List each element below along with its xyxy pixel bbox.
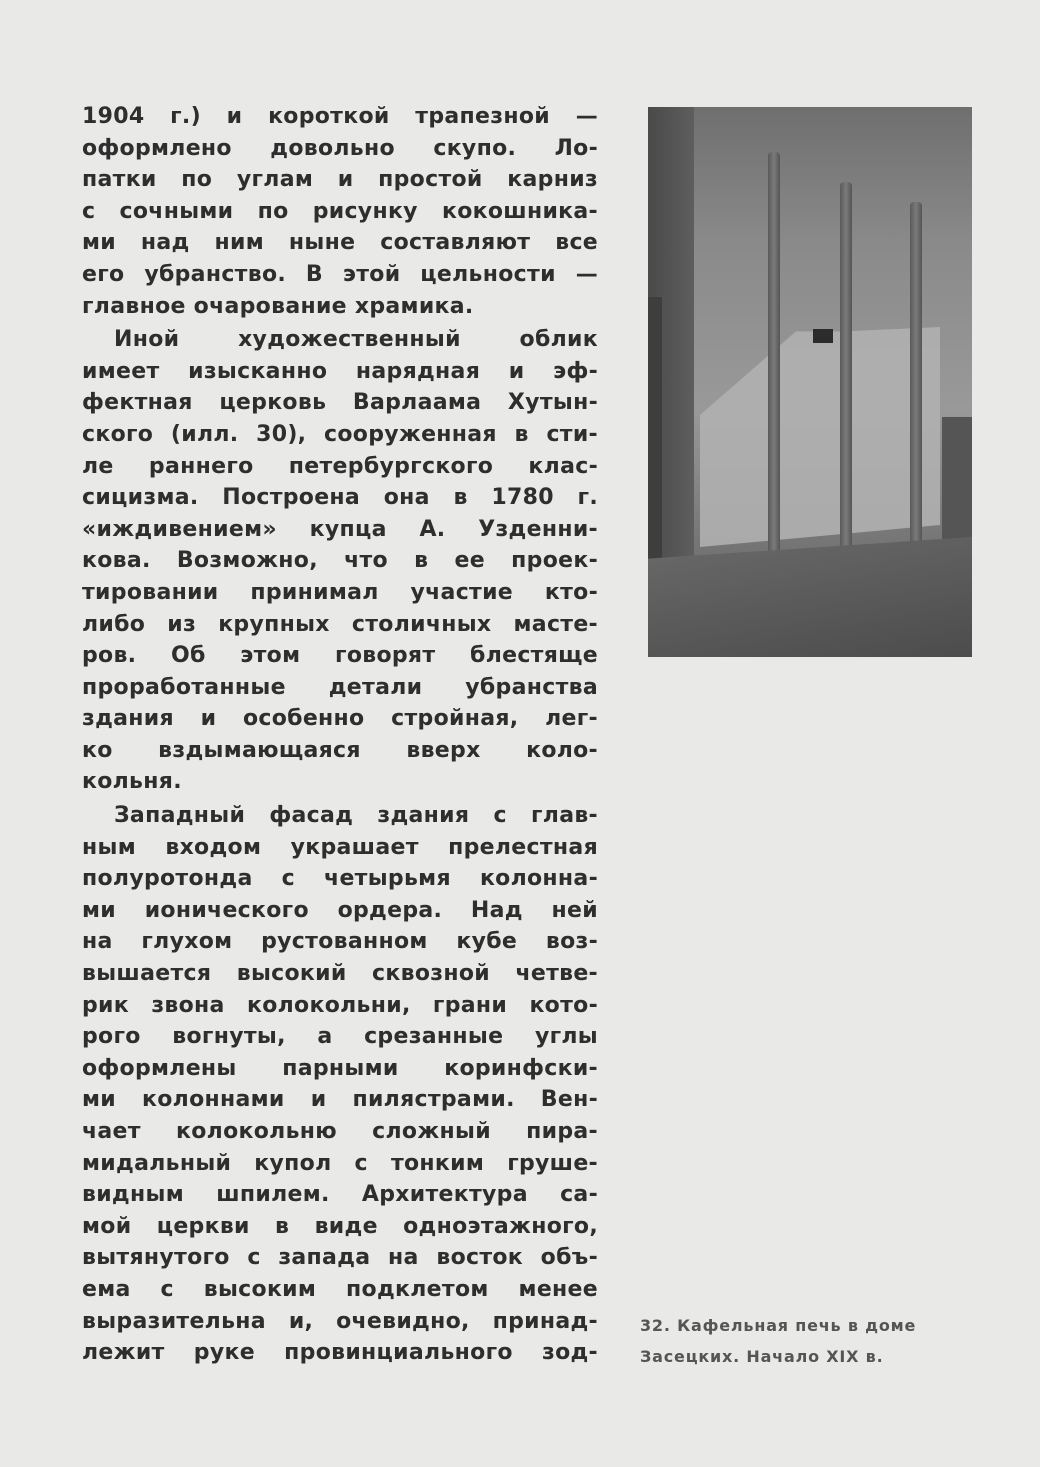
text-line: проработанные детали убранства <box>82 674 598 700</box>
text-line: тировании принимал участие кто- <box>82 579 598 605</box>
text-line: «иждивением» купца А. Узденни- <box>82 516 598 542</box>
text-line: здания и особенно стройная, лег- <box>82 706 598 732</box>
text-line: имеет изысканно нарядная и эф- <box>82 358 598 384</box>
figure-caption <box>640 1310 916 1372</box>
paragraph <box>82 324 598 798</box>
text-line: кова. Возможно, что в ее проек- <box>82 548 598 574</box>
text-line: Западный фасад здания с глав- <box>114 803 598 829</box>
text-line: ема с высоким подклетом менее <box>82 1276 598 1302</box>
text-line: ского (илл. 30), сооруженная в сти- <box>82 421 598 447</box>
paragraph <box>82 800 598 1369</box>
text-line: 1904 г.) и короткой трапезной — <box>82 104 598 129</box>
figure-photo-tiled-stove <box>648 107 972 657</box>
text-line: вышается высокий сквозной четве- <box>82 961 598 987</box>
text-line: мой церкви в виде одноэтажного, <box>82 1213 598 1239</box>
text-line: мидальный купол с тонким груше- <box>82 1150 598 1176</box>
text-line: чает колокольню сложный пира- <box>82 1119 598 1144</box>
text-line: ным входом украшает прелестная <box>82 834 598 860</box>
text-line: ров. Об этом говорят блестяще <box>82 643 598 669</box>
text-line: ле раннего петербургского клас- <box>82 453 598 479</box>
text-line: на глухом рустованном кубе воз- <box>82 929 598 955</box>
text-line: оформлены парными коринфски- <box>82 1055 598 1081</box>
text-line: его убранство. В этой цельности — <box>82 261 598 287</box>
text-line: ми колоннами и пилястрами. Вен- <box>82 1087 598 1113</box>
text-line: видным шпилем. Архитектура са- <box>82 1182 598 1208</box>
text-line: ми над ним ныне составляют все <box>82 230 598 256</box>
caption-line: 32. Кафельная печь в доме <box>640 1316 917 1335</box>
text-line: рого вогнуты, а срезанные углы <box>82 1024 598 1050</box>
text-line: с сочными по рисунку кокошника- <box>82 198 598 224</box>
text-line: рик звона колокольни, грани кото- <box>82 992 598 1018</box>
text-line: Иной художественный облик <box>114 327 598 353</box>
text-line: ми ионического ордера. Над ней <box>82 897 598 923</box>
text-line: главное очарование храмика. <box>82 293 474 319</box>
text-line: сицизма. Построена она в 1780 г. <box>82 485 598 511</box>
text-line: фектная церковь Варлаама Хутын- <box>82 390 598 416</box>
paragraph <box>82 101 598 322</box>
text-line: оформлено довольно скупо. Ло- <box>82 135 598 161</box>
text-line: либо из крупных столичных масте- <box>82 611 598 637</box>
text-line: ко вздымающаяся вверх коло- <box>82 737 598 763</box>
body-text <box>82 101 598 1371</box>
text-line: полуротонда с четырьмя колонна- <box>82 866 598 892</box>
text-line: лежит руке провинциального зод- <box>82 1340 598 1366</box>
text-line: выразительна и, очевидно, принад- <box>82 1308 598 1334</box>
text-line: вытянутого с запада на восток объ- <box>82 1245 598 1271</box>
text-line: патки по углам и простой карниз <box>82 167 598 193</box>
text-line: кольня. <box>82 769 182 795</box>
caption-line: Засецких. Начало XIX в. <box>640 1347 884 1366</box>
